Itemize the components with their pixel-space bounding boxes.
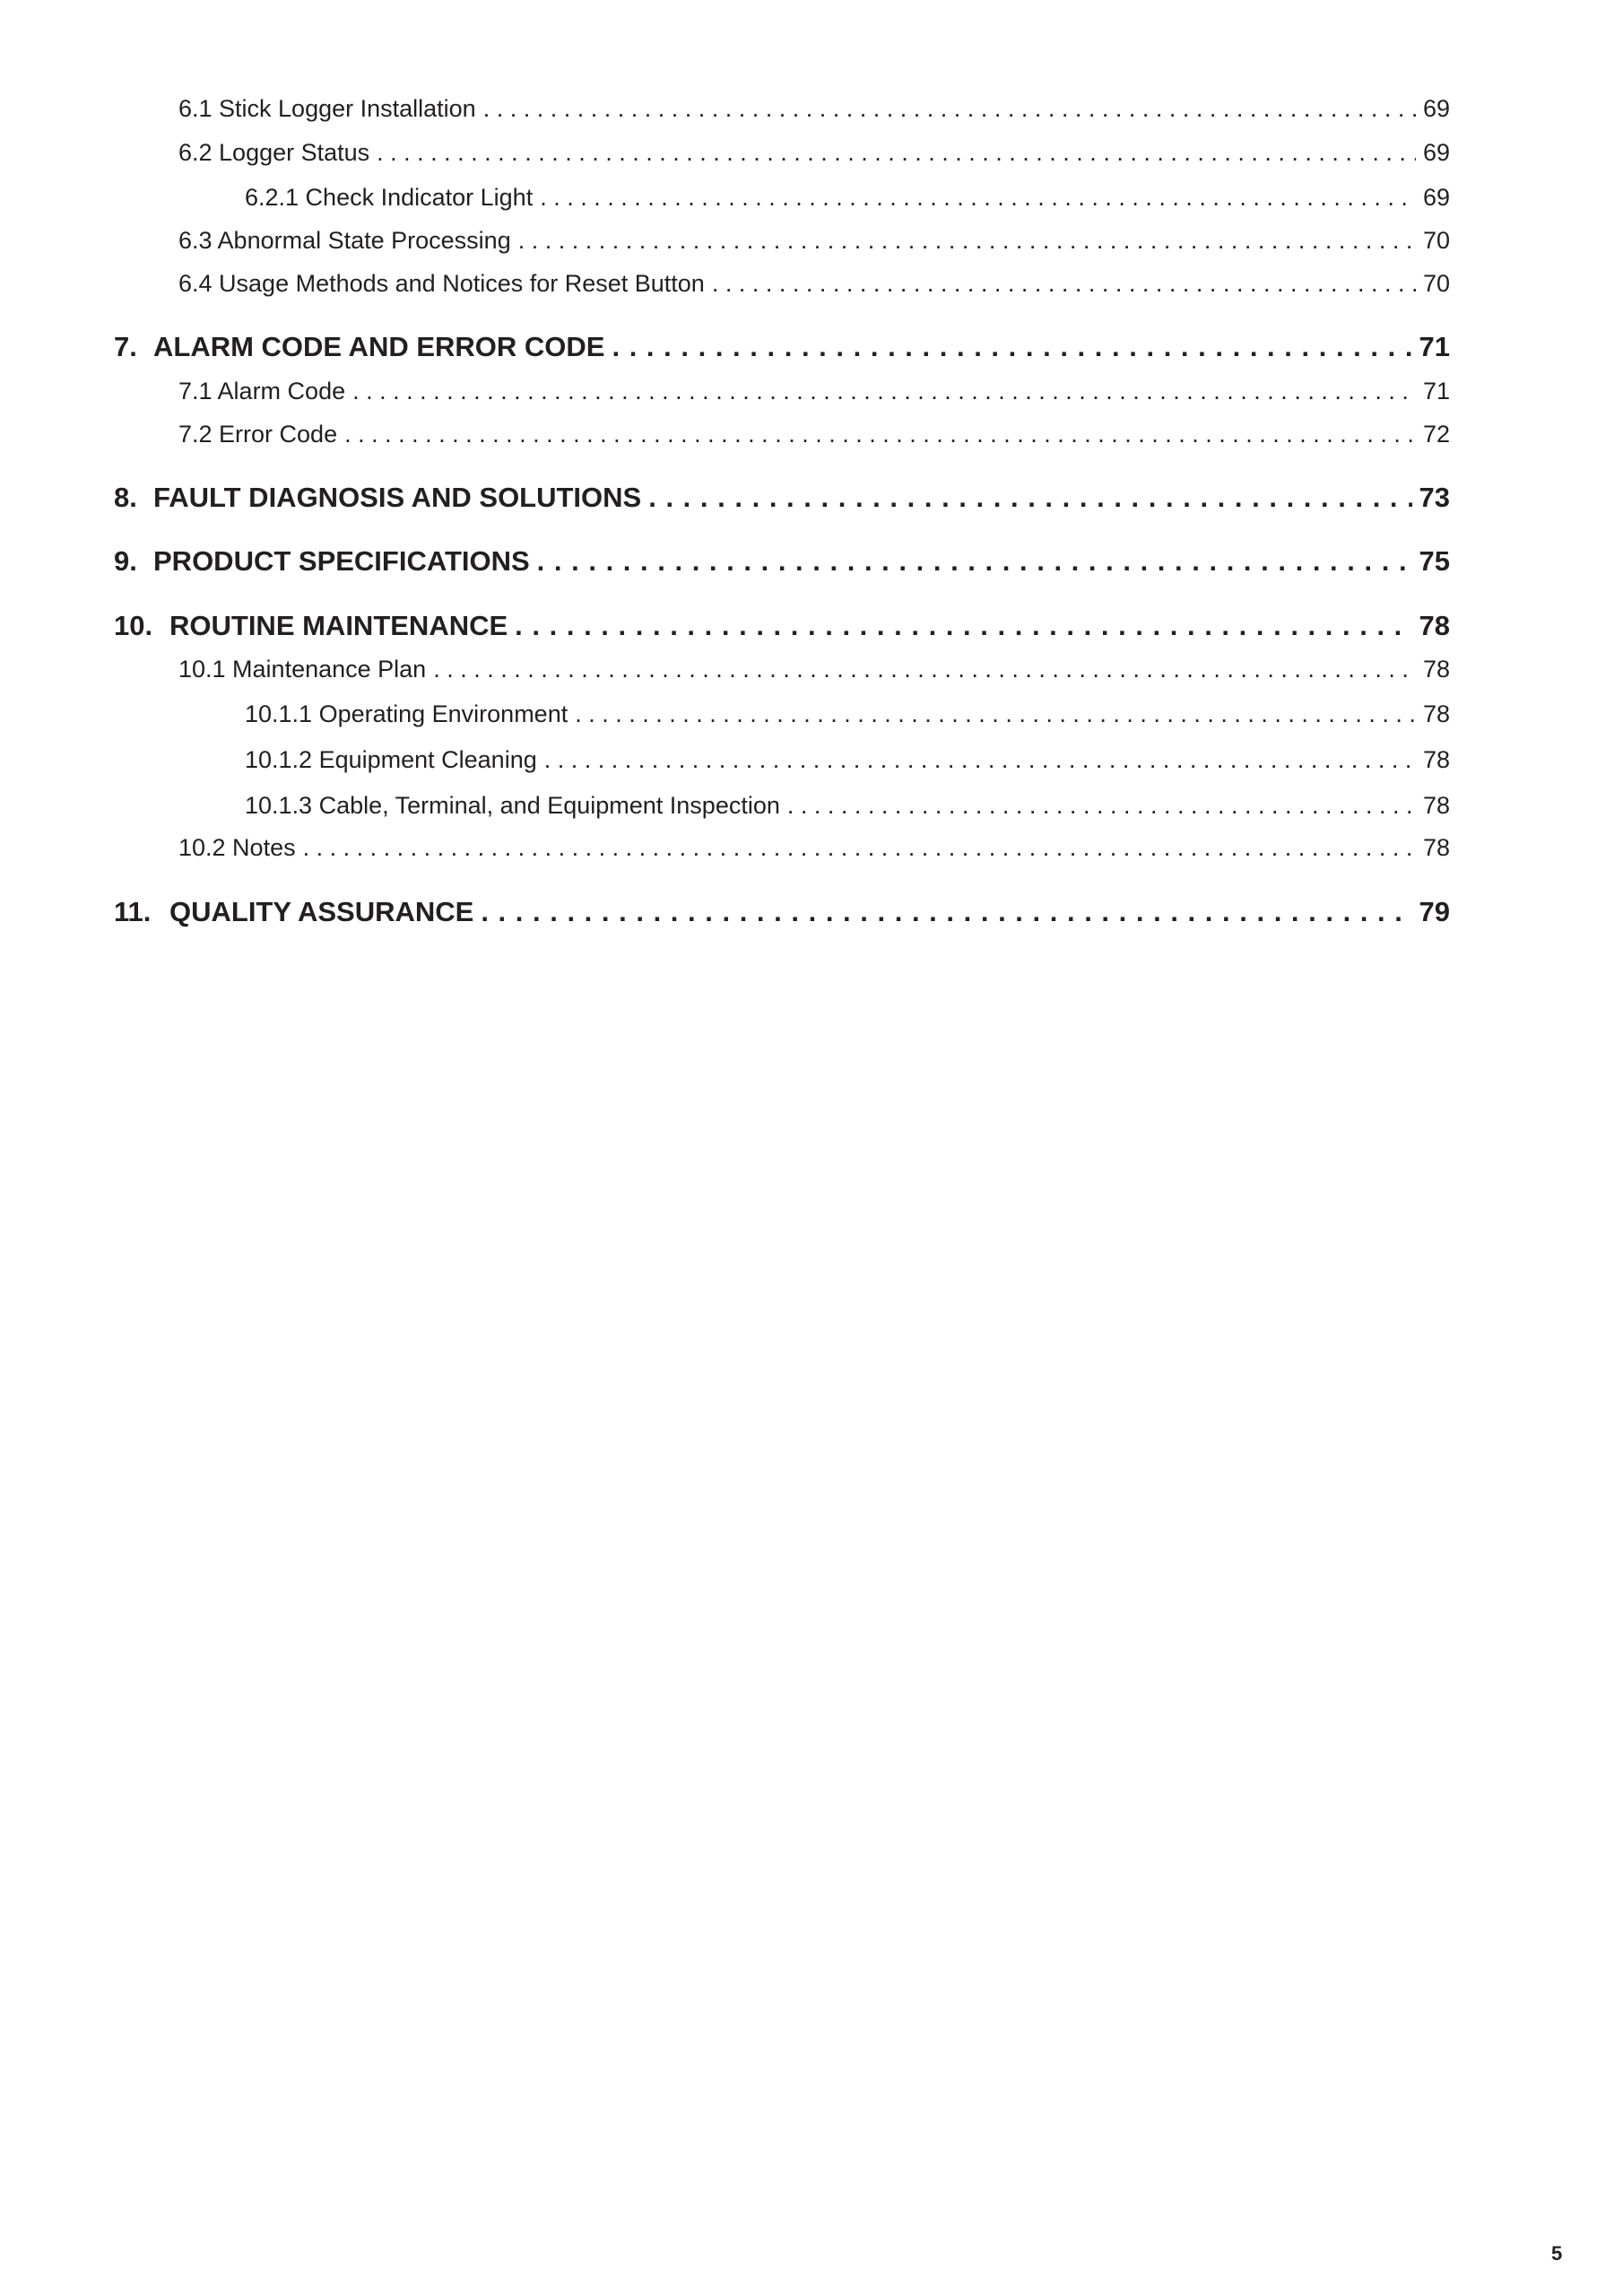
dot-leader [481,896,1411,928]
dot-leader [648,482,1411,514]
toc-entry-page: 78 [1422,746,1450,773]
toc-entry[interactable] [245,746,1450,774]
toc-entry-page: 78 [1422,656,1450,683]
toc-entry-page: 70 [1422,270,1450,297]
toc-entry-page: 79 [1419,896,1450,927]
toc-entry-number: 11. [114,896,152,927]
toc-entry-page: 78 [1422,700,1450,727]
toc-entry-title: 10.1 Maintenance Plan [178,656,427,683]
toc-entry-page: 75 [1419,545,1450,577]
dot-leader [515,610,1411,642]
toc-entry[interactable] [114,896,1450,928]
dot-leader [483,95,1416,123]
toc-entry-page: 78 [1419,610,1450,641]
toc-entry-title: 7.2 Error Code [178,421,338,448]
toc-entry[interactable] [245,184,1450,212]
toc-entry-page: 69 [1422,139,1450,166]
dot-leader [303,834,1416,862]
toc-entry[interactable] [114,331,1450,363]
toc-entry-title: 10.2 Notes [178,834,296,861]
toc-entry-title: 6.1 Stick Logger Installation [178,95,476,122]
toc-entry-page: 72 [1422,421,1450,448]
toc-entry[interactable] [178,270,1450,298]
toc-entry[interactable] [114,610,1450,642]
toc-entry-page: 70 [1422,227,1450,254]
toc-entry-title: 6.2.1 Check Indicator Light [245,184,534,211]
toc-entry-number: 9. [114,545,137,577]
toc-entry[interactable] [178,139,1450,167]
dot-leader [787,792,1416,820]
toc-entry[interactable] [178,421,1450,448]
toc-entry-page: 69 [1422,184,1450,211]
toc-entry[interactable] [178,95,1450,123]
dot-leader [612,331,1411,363]
toc-entry-title: 10.1.2 Equipment Cleaning [245,746,537,773]
toc-entry-page: 78 [1422,834,1450,861]
toc-entry-page: 73 [1419,482,1450,513]
dot-leader [352,378,1416,405]
dot-leader [344,421,1416,448]
toc-entry-page: 71 [1422,378,1450,404]
toc-entry-title: FAULT DIAGNOSIS AND SOLUTIONS [153,482,642,513]
dot-leader [712,270,1416,298]
toc-entry-page: 69 [1422,95,1450,122]
toc-entry-number: 10. [114,610,153,641]
toc-entry[interactable] [178,378,1450,405]
toc-entry[interactable] [178,656,1450,683]
toc-entry-title: 6.2 Logger Status [178,139,370,166]
toc-entry-title: 6.3 Abnormal State Processing [178,227,511,254]
toc-entry-title: 10.1.3 Cable, Terminal, and Equipment Inspection [245,792,780,819]
dot-leader [518,227,1416,255]
toc-entry-page: 71 [1419,331,1450,362]
toc-entry[interactable] [114,545,1450,578]
dot-leader [575,700,1416,728]
toc-entry[interactable] [114,482,1450,514]
dot-leader [433,656,1416,683]
toc-entry[interactable] [178,834,1450,862]
toc-entry[interactable] [178,227,1450,255]
toc-entry-title: PRODUCT SPECIFICATIONS [153,545,530,577]
toc-entry-number: 8. [114,482,137,513]
toc-entry-page: 78 [1422,792,1450,819]
page-number: 5 [1551,2242,1563,2265]
dot-leader [544,746,1416,774]
dot-leader [540,184,1416,212]
toc-entry-title: ROUTINE MAINTENANCE [169,610,508,641]
dot-leader [377,139,1416,167]
toc-entry-title: 7.1 Alarm Code [178,378,346,404]
toc-entry[interactable] [245,700,1450,728]
dot-leader [537,545,1412,578]
toc-entry[interactable] [245,792,1450,820]
toc-entry-title: ALARM CODE AND ERROR CODE [153,331,605,362]
toc-entry-title: 6.4 Usage Methods and Notices for Reset Button [178,270,705,297]
toc-entry-title: QUALITY ASSURANCE [169,896,474,927]
toc-entry-number: 7. [114,331,137,362]
toc-entry-title: 10.1.1 Operating Environment [245,700,568,727]
